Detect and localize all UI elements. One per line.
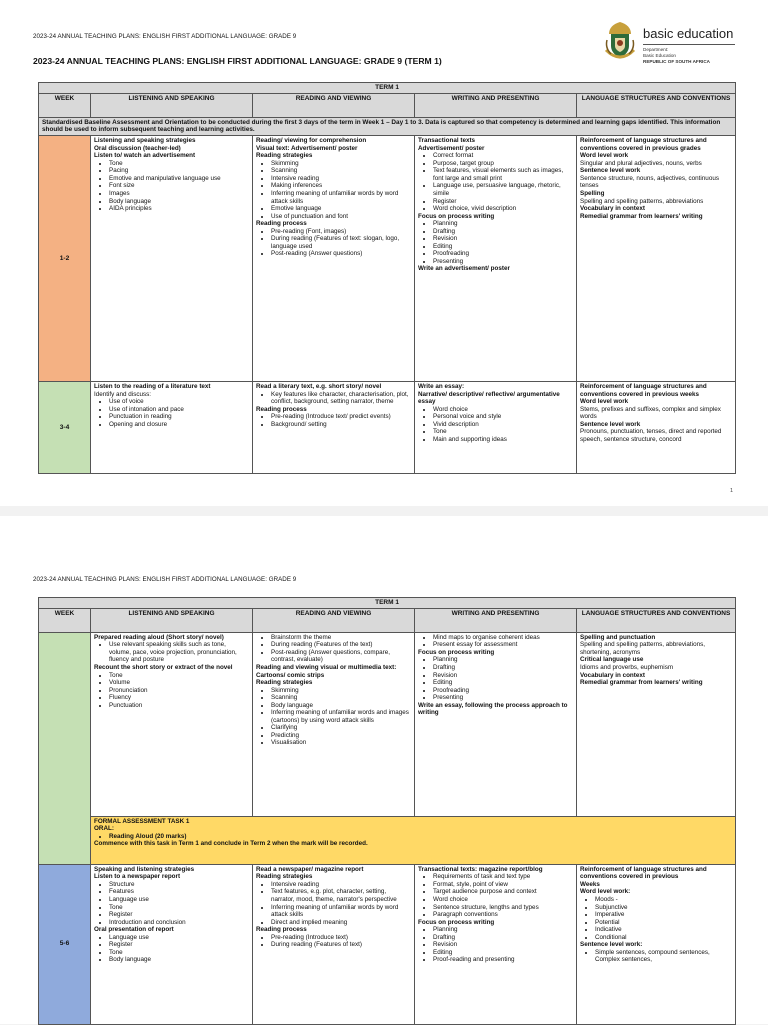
cell-heading: Reading and viewing visual or multimedia text: Cartoons/ comic strips [256, 663, 397, 679]
cell-heading: Read a literary text, e.g. short story/ novel [256, 383, 382, 391]
list-item: • Use of voice [109, 398, 249, 406]
cell-heading: Prepared reading aloud (Short story/ novel) [94, 633, 224, 641]
cell-heading: Word level work [580, 398, 629, 406]
list-item: • Imperative [595, 911, 732, 919]
cell-text: Spelling and spelling patterns, abbreviations [580, 197, 704, 205]
list-item: • Proofreading [433, 687, 573, 695]
cell-heading: Advertisement/ poster [418, 144, 485, 152]
header-writing-presenting: WRITING AND PRESENTING [415, 608, 577, 632]
list-item: • Skimming [271, 687, 411, 695]
header-week: WEEK [39, 93, 91, 117]
writing-presenting-cell [415, 864, 577, 1024]
page-2 [0, 516, 768, 1024]
list-item: • Key features like character, characterisation, plot, conflict, background, setting narrator, theme [271, 391, 411, 406]
list-item: • Planning [433, 656, 573, 664]
header-listening-speaking: LISTENING AND SPEAKING [91, 608, 253, 632]
bullet-list [256, 413, 411, 428]
list-item: • During reading (Features of the text) [271, 641, 411, 649]
list-item: • Language use [109, 896, 249, 904]
list-item: • Predicting [271, 732, 411, 740]
cell-heading: Focus on process writing [418, 918, 495, 926]
list-item: • Indicative [595, 926, 732, 934]
list-item: • Word choice [433, 406, 573, 414]
list-item: • Introduction and conclusion [109, 919, 249, 927]
list-item: • Scanning [271, 694, 411, 702]
week-cell: 3-4 [39, 382, 91, 474]
list-item: • Subjunctive [595, 904, 732, 912]
list-item: • Personal voice and style [433, 413, 573, 421]
table-row-week-3-4-continued [39, 632, 736, 816]
cell-heading: Remedial grammar from learners' writing [580, 212, 703, 220]
reading-viewing-cell [253, 136, 415, 382]
cell-heading: Sentence level work: [580, 941, 643, 949]
list-item: • Scanning [271, 167, 411, 175]
list-item: • Drafting [433, 664, 573, 672]
cell-heading: Write an essay, following the process approach to writing [418, 701, 568, 717]
list-item: • Skimming [271, 160, 411, 168]
list-item: • Reading Aloud (20 marks) [109, 833, 732, 841]
list-item: • Body language [109, 956, 249, 964]
assessment-subtitle: ORAL: [94, 825, 114, 833]
cell-heading: Sentence level work [580, 420, 641, 428]
list-item: • Format, style, point of view [433, 881, 573, 889]
bullet-list [418, 926, 573, 964]
list-item: • Conditional [595, 934, 732, 942]
logo-divider [643, 44, 735, 45]
list-item: • Tone [109, 160, 249, 168]
cell-heading: Reading strategies [256, 873, 313, 881]
list-item: • Pre-reading (Introduce text/ predict events) [271, 413, 411, 421]
writing-presenting-cell [415, 632, 577, 816]
list-item: • Requirements of task and text type [433, 873, 573, 881]
assessment-title: FORMAL ASSESSMENT TASK 1 [94, 817, 190, 825]
list-item: • Pronunciation [109, 687, 249, 695]
reading-viewing-cell [253, 632, 415, 816]
cell-heading: Vocabulary in context [580, 205, 645, 213]
list-item: • Visualisation [271, 739, 411, 747]
page-number: 1 [729, 488, 733, 494]
list-item: • Sentence structure, lengths and types [433, 904, 573, 912]
department-logo [603, 20, 743, 70]
list-item: • Language use, persuasive language, rhetoric, simile [433, 182, 573, 197]
list-item: • Tone [109, 672, 249, 680]
list-item: • Direct and implied meaning [271, 919, 411, 927]
listening-speaking-cell [91, 136, 253, 382]
cell-heading: Focus on process writing [418, 212, 495, 220]
bullet-list [94, 881, 249, 926]
list-item: • During reading (Features of text: slogan, logo, language used [271, 235, 411, 250]
cell-heading: Listening and speaking strategies [94, 137, 196, 145]
writing-presenting-cell [415, 136, 577, 382]
list-item: • Inferring meaning of unfamiliar words by word attack skills [271, 190, 411, 205]
list-item: • Post-reading (Answer questions, compare, contrast, evaluate) [271, 649, 411, 664]
list-item: • Use relevant speaking skills such as tone, volume, pace, voice projection, pronunciation, fluency and posture [109, 641, 249, 664]
cell-heading: Listen to a newspaper report [94, 873, 181, 881]
list-item: • Drafting [433, 934, 573, 942]
list-item: • Images [109, 190, 249, 198]
list-item: • Mind maps to organise coherent ideas [433, 634, 573, 642]
list-item: • Intensive reading [271, 175, 411, 183]
bullet-list [94, 672, 249, 710]
listening-speaking-cell [91, 382, 253, 474]
list-item: • Register [109, 911, 249, 919]
list-item: • Planning [433, 220, 573, 228]
cell-heading: Critical language use [580, 656, 644, 664]
cell-heading: Reading process [256, 405, 307, 413]
bullet-list [256, 228, 411, 258]
cell-heading: Reading/ viewing for comprehension [256, 137, 367, 145]
page-1 [0, 0, 768, 506]
header-language-structures: LANGUAGE STRUCTURES AND CONVENTIONS [577, 93, 736, 117]
cell-heading: Transactional texts: magazine report/blog [418, 865, 543, 873]
formal-assessment-cell [91, 816, 736, 864]
list-item: • Text features, e.g. plot, character, setting, narrator, mood, theme, narrator's perspective [271, 888, 411, 903]
bullet-list [94, 160, 249, 213]
cell-heading: Write an advertisement/ poster [418, 265, 510, 273]
header-listening-speaking: LISTENING AND SPEAKING [91, 93, 253, 117]
list-item: • Present essay for assessment [433, 641, 573, 649]
list-item: • Simple sentences, compound sentences, Complex sentences, [595, 949, 732, 964]
bullet-list [256, 634, 411, 664]
header-reading-viewing: READING AND VIEWING [253, 93, 415, 117]
cell-heading: Write an essay: [418, 383, 465, 391]
list-item: • Word choice [433, 896, 573, 904]
cell-heading: Spelling and punctuation [580, 633, 656, 641]
list-item: • AIDA principles [109, 205, 249, 213]
cell-heading: Reading process [256, 220, 307, 228]
cell-heading: Remedial grammar from learners' writing [580, 679, 703, 687]
list-item: • Vivid description [433, 421, 573, 429]
list-item: • Punctuation [109, 702, 249, 710]
bullet-list [418, 873, 573, 918]
table-row-week-1-2 [39, 136, 736, 382]
list-item: • Clarifying [271, 724, 411, 732]
list-item: • Body language [271, 702, 411, 710]
header-writing-presenting: WRITING AND PRESENTING [415, 93, 577, 117]
cell-text: Idioms and proverbs, euphemism [580, 663, 674, 671]
cell-heading: Visual text: Advertisement/ poster [256, 144, 358, 152]
cell-heading: Oral discussion (teacher-led) [94, 144, 181, 152]
list-item: • Tone [433, 428, 573, 436]
cell-text: Stems, prefixes and suffixes, complex and simplex words [580, 405, 721, 421]
bullet-list [580, 949, 732, 964]
listening-speaking-cell [91, 864, 253, 1024]
list-item: • Potential [595, 919, 732, 927]
list-item: • Background/ setting [271, 421, 411, 429]
cell-heading: Weeks [580, 880, 600, 888]
term-header: TERM 1 [39, 83, 736, 94]
list-item: • Fluency [109, 694, 249, 702]
cell-heading: Reinforcement of language structures and conventions covered in previous [580, 865, 707, 881]
list-item: • Structure [109, 881, 249, 889]
list-item: • Proof-reading and presenting [433, 956, 573, 964]
list-item: • Post-reading (Answer questions) [271, 250, 411, 258]
list-item: • Text features, visual elements such as images, font large and small print [433, 167, 573, 182]
language-structures-cell [577, 136, 736, 382]
bullet-list [94, 934, 249, 964]
list-item: • Target audience purpose and context [433, 888, 573, 896]
list-item: • Pre-reading (Introduce text) [271, 934, 411, 942]
document-title: 2023-24 ANNUAL TEACHING PLANS: ENGLISH FIRST ADDITIONAL LANGUAGE: GRADE 9 (TERM 1) [33, 56, 442, 66]
cell-heading: Read a newspaper/ magazine report [256, 865, 364, 873]
list-item: • Main and supporting ideas [433, 436, 573, 444]
cell-heading: Word level work [580, 152, 629, 160]
cell-heading: Listen to the reading of a literature text [94, 383, 211, 391]
list-item: • Editing [433, 243, 573, 251]
list-item: • Paragraph conventions [433, 911, 573, 919]
header-reading-viewing: READING AND VIEWING [253, 608, 415, 632]
list-item: • Pacing [109, 167, 249, 175]
formal-assessment-row [39, 816, 736, 864]
logo-line-2: Basic Education [643, 53, 676, 58]
cell-text: Spelling and spelling patterns, abbreviations, shortening, acronyms [580, 641, 705, 656]
list-item: • Punctuation in reading [109, 413, 249, 421]
bullet-list [256, 881, 411, 926]
language-structures-cell [577, 382, 736, 474]
cell-heading: Spelling [580, 190, 605, 197]
cell-heading: Oral presentation of report [94, 926, 174, 934]
bullet-list [94, 833, 732, 841]
list-item: • Revision [433, 235, 573, 243]
language-structures-cell [577, 864, 736, 1024]
cell-heading: Reading process [256, 926, 307, 934]
bullet-list [256, 687, 411, 747]
cell-text: Singular and plural adjectives, nouns, verbs [580, 159, 702, 167]
running-header: 2023-24 ANNUAL TEACHING PLANS: ENGLISH FIRST ADDITIONAL LANGUAGE: GRADE 9 [33, 33, 297, 40]
list-item: • Correct format [433, 152, 573, 160]
list-item: • Pre-reading (Font, images) [271, 228, 411, 236]
bullet-list [256, 934, 411, 949]
week-cell [39, 632, 91, 864]
week-cell: 1-2 [39, 136, 91, 382]
list-item: • Font size [109, 182, 249, 190]
cell-text: Pronouns, punctuation, tenses, direct and reported speech, sentence structure, concord [580, 428, 722, 443]
term-header: TERM 1 [39, 598, 736, 609]
bullet-list [418, 656, 573, 701]
writing-presenting-cell [415, 382, 577, 474]
list-item: • Editing [433, 949, 573, 957]
logo-line-1: Department: [643, 47, 669, 52]
list-item: • Language use [109, 934, 249, 942]
list-item: • Editing [433, 679, 573, 687]
list-item: • Revision [433, 672, 573, 680]
cell-heading: Reinforcement of language structures and conventions covered in previous weeks [580, 383, 707, 398]
cell-heading: Narrative/ descriptive/ reflective/ argumentative essay [418, 390, 560, 406]
list-item: • Emotive language [271, 205, 411, 213]
list-item: • Proofreading [433, 250, 573, 258]
bullet-list [418, 152, 573, 212]
running-header: 2023-24 ANNUAL TEACHING PLANS: ENGLISH FIRST ADDITIONAL LANGUAGE: GRADE 9 [33, 576, 297, 583]
list-item: • Brainstorm the theme [271, 634, 411, 642]
week-cell: 5-6 [39, 864, 91, 1024]
cell-heading: Vocabulary in context [580, 671, 645, 679]
list-item: • Intensive reading [271, 881, 411, 889]
header-language-structures: LANGUAGE STRUCTURES AND CONVENTIONS [577, 608, 736, 632]
list-item: • Emotive and manipulative language use [109, 175, 249, 183]
reading-viewing-cell [253, 864, 415, 1024]
cell-heading: Word level work: [580, 888, 631, 896]
baseline-assessment-note: Standardised Baseline Assessment and Orientation to be conducted during the first 3 days of the term in Week 1 – Day 1 to 3. Data is captured so that competency is determined and learning gaps identified. This information should be used to inform subsequent teaching and learning activities. [39, 117, 736, 135]
cell-heading: Listen to/ watch an advertisement [94, 152, 196, 160]
logo-brand-text: basic education [643, 26, 734, 41]
list-item: • Presenting [433, 694, 573, 702]
list-item: • Body language [109, 198, 249, 206]
cell-heading: Transactional texts [418, 137, 476, 145]
list-item: • Inferring meaning of unfamiliar words and images (cartoons) by using word attack skills [271, 709, 411, 724]
cell-heading: Speaking and listening strategies [94, 865, 195, 873]
cell-heading: Reinforcement of language structures and conventions covered in previous grades [580, 137, 707, 152]
list-item: • Purpose, target group [433, 160, 573, 168]
list-item: • Use of punctuation and font [271, 213, 411, 221]
teaching-plan-table-page-2 [38, 597, 736, 1025]
cell-text: Sentence structure, nouns, adjectives, continuous tenses [580, 174, 719, 190]
assessment-note: Commence with this task in Term 1 and conclude in Term 2 when the mark will be recorded. [94, 840, 368, 848]
language-structures-cell [577, 632, 736, 816]
bullet-list [94, 641, 249, 664]
cell-heading: Focus on process writing [418, 648, 495, 656]
cell-heading: Sentence level work [580, 167, 641, 175]
list-item: • Tone [109, 904, 249, 912]
bullet-list [418, 220, 573, 265]
list-item: • Presenting [433, 258, 573, 266]
bullet-list [580, 896, 732, 941]
list-item: • Drafting [433, 228, 573, 236]
table-row-week-3-4 [39, 382, 736, 474]
coat-of-arms-icon [603, 20, 637, 64]
cell-heading: Recount the short story or extract of the novel [94, 663, 233, 671]
logo-line-3: REPUBLIC OF SOUTH AFRICA [643, 59, 710, 64]
bullet-list [94, 398, 249, 428]
bullet-list [256, 391, 411, 406]
bullet-list [418, 406, 573, 444]
list-item: • Register [109, 941, 249, 949]
listening-speaking-cell [91, 632, 253, 816]
header-week: WEEK [39, 608, 91, 632]
bullet-list [418, 634, 573, 649]
table-row-week-5-6 [39, 864, 736, 1024]
list-item: • Planning [433, 926, 573, 934]
list-item: • Tone [109, 949, 249, 957]
cell-heading: Reading strategies [256, 679, 313, 687]
list-item: • Making inferences [271, 182, 411, 190]
list-item: • During reading (Features of text) [271, 941, 411, 949]
list-item: • Register [433, 198, 573, 206]
cell-text: Identify and discuss: [94, 390, 152, 398]
list-item: • Word choice, vivid description [433, 205, 573, 213]
list-item: • Volume [109, 679, 249, 687]
list-item: • Use of intonation and pace [109, 406, 249, 414]
list-item: • Revision [433, 941, 573, 949]
reading-viewing-cell [253, 382, 415, 474]
list-item: • Inferring meaning of unfamiliar words by word attack skills [271, 904, 411, 919]
list-item: • Moods - [595, 896, 732, 904]
bullet-list [256, 160, 411, 220]
cell-heading: Reading strategies [256, 152, 313, 160]
list-item: • Opening and closure [109, 421, 249, 429]
list-item: • Features [109, 888, 249, 896]
teaching-plan-table-page-1 [38, 82, 736, 474]
